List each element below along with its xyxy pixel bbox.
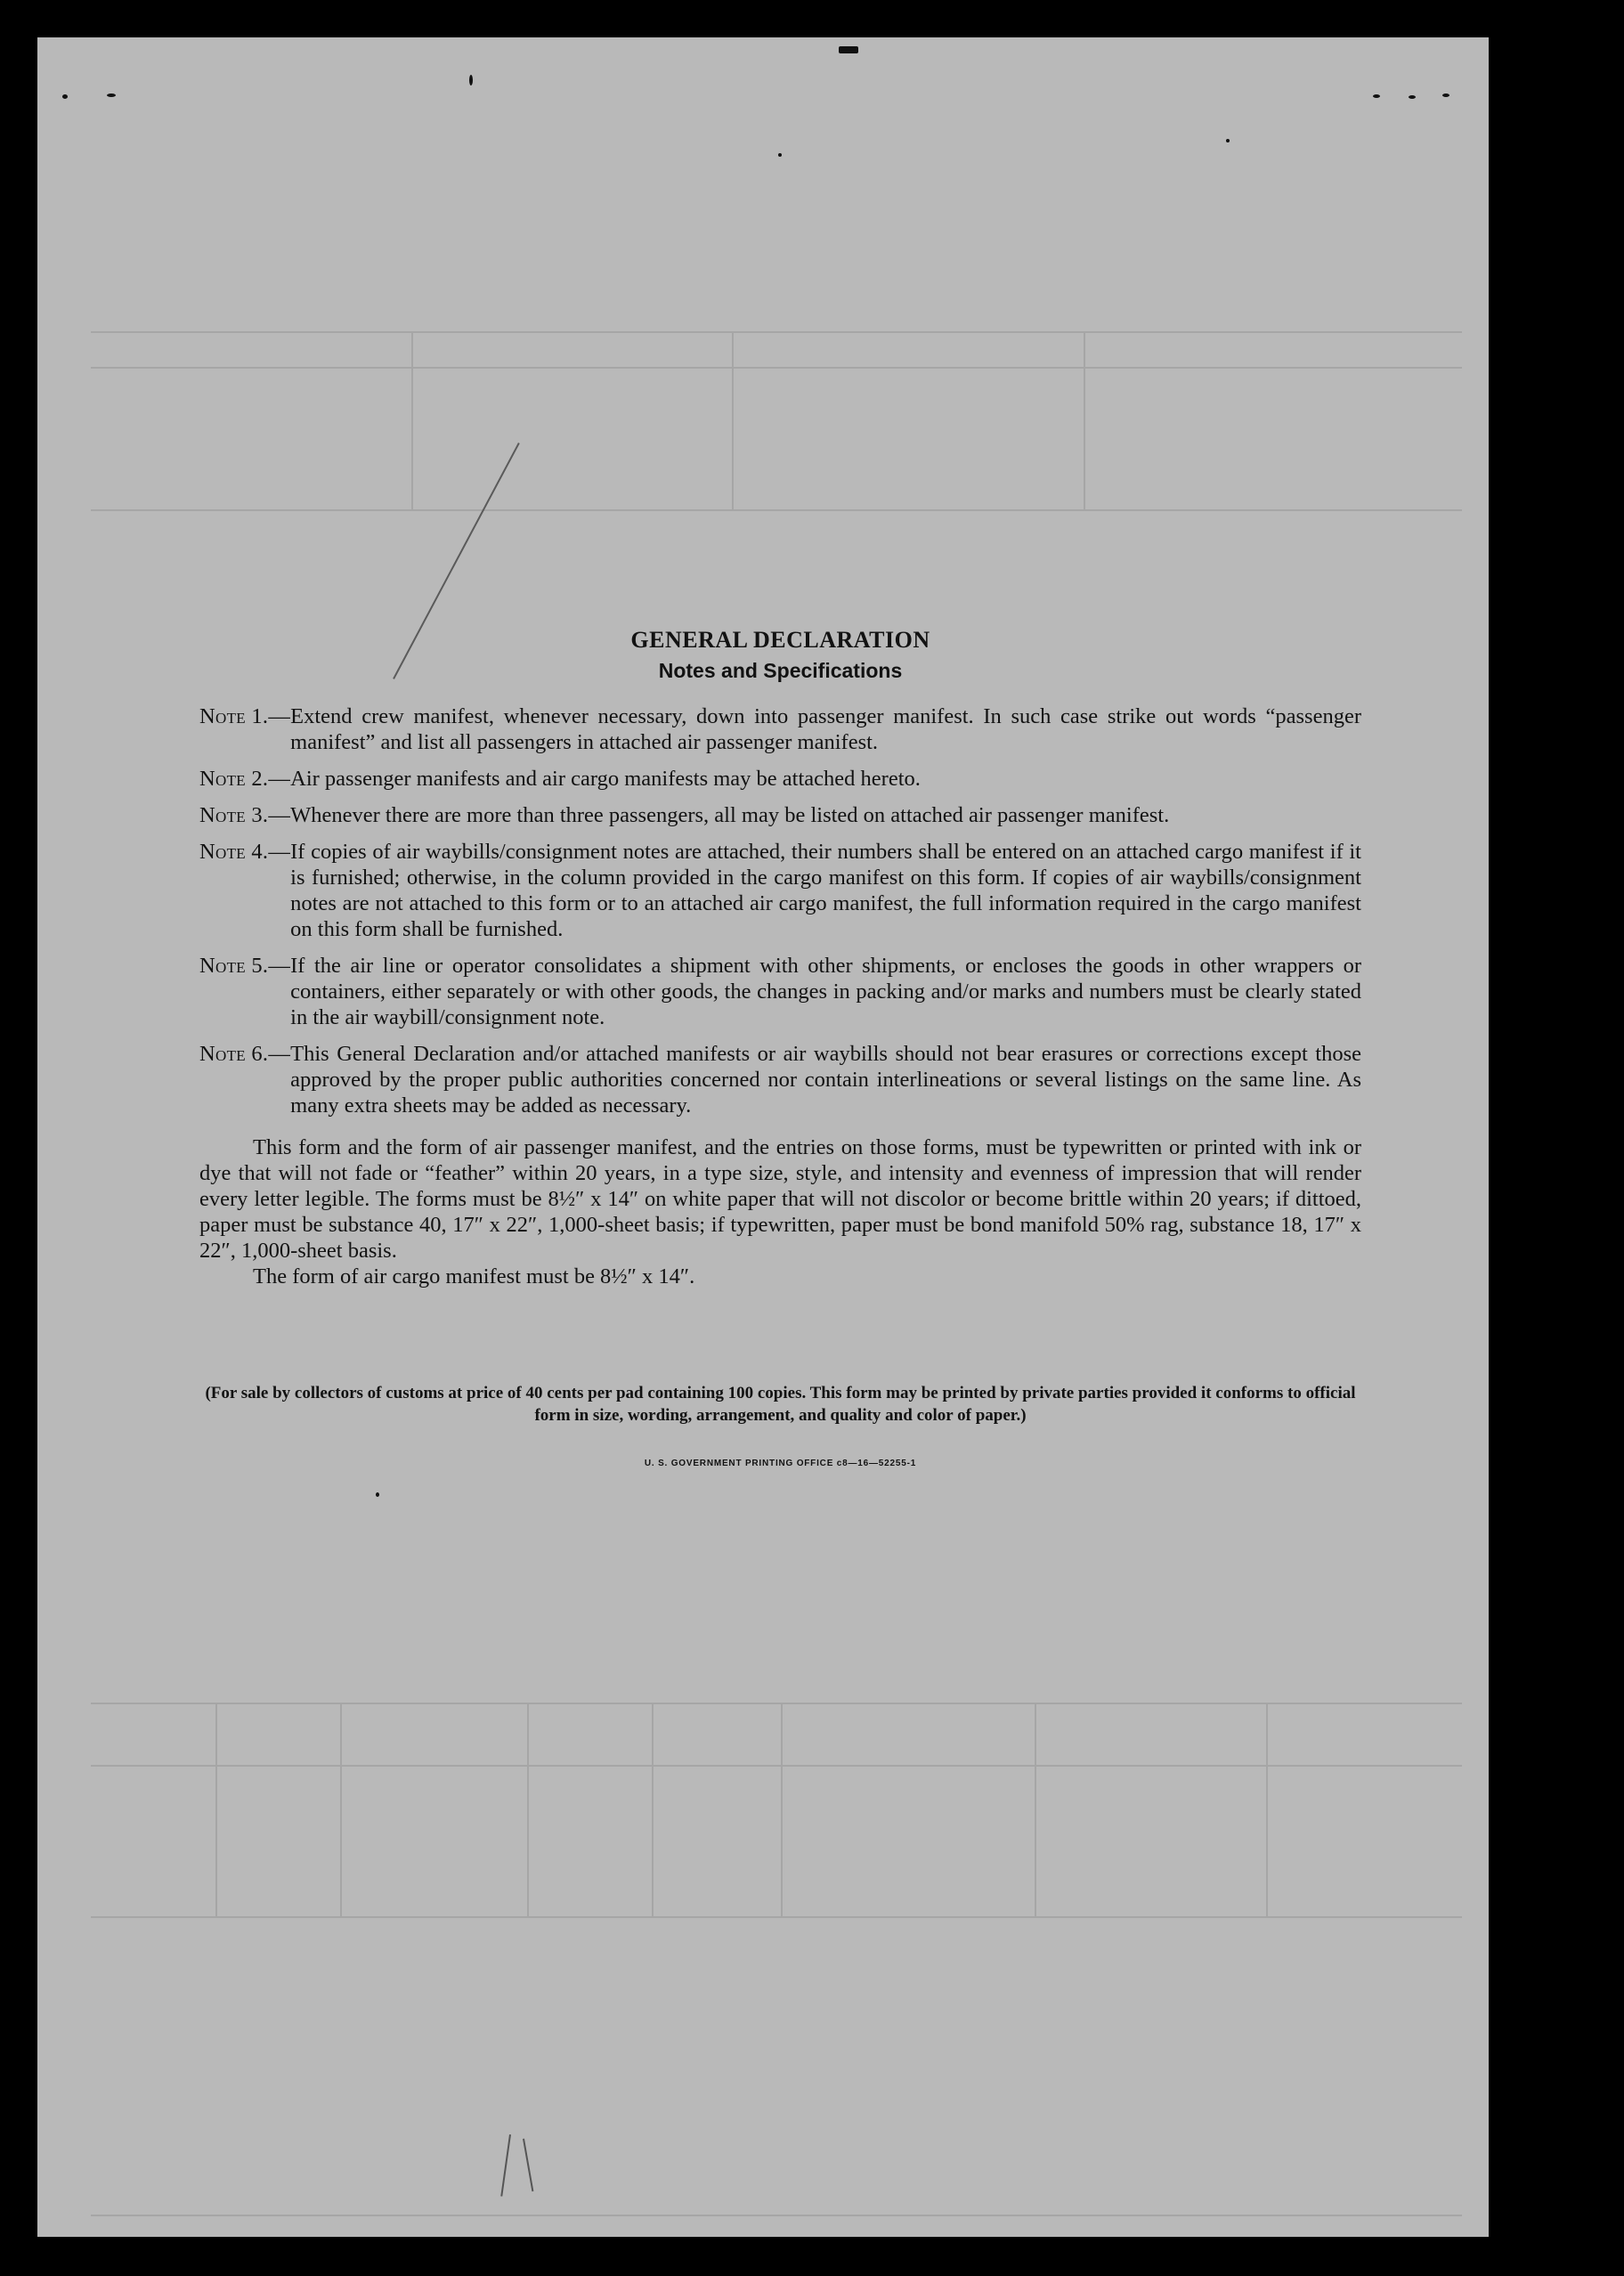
note-label: Note 4.— (199, 840, 291, 864)
note-text: This General Declaration and/or attached manifests or air waybills should not bear erasures or corrections except those approved by the proper public authorities concerned nor contain interlineations or several listings on the same line. As many extra sheets may be added as necessary. (290, 1042, 1361, 1118)
note-item (199, 953, 1361, 1030)
note-label: Note 3.— (199, 803, 291, 827)
document-title: GENERAL DECLARATION (630, 627, 930, 653)
bleed-through-rule (411, 331, 413, 509)
declaration-notes (199, 625, 1361, 1468)
pencil-stroke (523, 2139, 533, 2191)
note-item (199, 1041, 1361, 1118)
bleed-through-rule (1084, 331, 1085, 509)
bleed-through-rule (340, 1703, 342, 1916)
note-item (199, 703, 1361, 755)
ink-speck (107, 93, 116, 97)
ink-speck (839, 46, 858, 53)
ink-speck (1373, 94, 1380, 98)
bleed-through-rule (652, 1703, 654, 1916)
bleed-through-rule (527, 1703, 529, 1916)
bleed-through-rule (91, 1916, 1462, 1918)
ink-speck (62, 94, 68, 99)
bleed-through-rule (732, 331, 734, 509)
note-item (199, 802, 1361, 828)
document-page (37, 37, 1489, 2237)
printer-imprint: U. S. GOVERNMENT PRINTING OFFICE c8—16—52255-1 (644, 1459, 917, 1468)
bleed-through-rule (91, 331, 1462, 333)
bleed-through-rule (1035, 1703, 1036, 1916)
note-label: Note 2.— (199, 767, 291, 791)
note-text: Extend crew manifest, whenever necessary, down into passenger manifest. In such case strike out words “passenger manifest” and list all passengers in attached air passenger manifest. (290, 704, 1361, 754)
ink-speck (1226, 139, 1230, 142)
ink-speck (376, 1492, 379, 1497)
bleed-through-rule (1266, 1703, 1268, 1916)
note-item (199, 839, 1361, 942)
cargo-manifest-size-paragraph: The form of air cargo manifest must be 8½″ x 14″. (253, 1264, 695, 1288)
note-text: Whenever there are more than three passengers, all may be listed on attached air passenger manifest. (290, 803, 1170, 827)
bleed-through-rule (91, 1765, 1462, 1767)
ink-speck (1409, 95, 1416, 99)
bleed-through-rule (781, 1703, 783, 1916)
ink-speck (1442, 93, 1449, 97)
note-text: If the air line or operator consolidates a shipment with other shipments, or encloses the goods in other wrappers or containers, either separately or with other goods, the changes in packing and/or marks and numbers must be clearly stated in the air waybill/consignment note. (290, 954, 1361, 1029)
bleed-through-rule (91, 2215, 1462, 2216)
note-label: Note 6.— (199, 1042, 291, 1066)
bleed-through-rule (91, 509, 1462, 511)
note-label: Note 1.— (199, 704, 291, 728)
note-item (199, 766, 1361, 792)
pencil-stroke (500, 2134, 511, 2197)
sale-note: (For sale by collectors of customs at price of 40 cents per pad containing 100 copies. This form may be printed by private parties provided it conforms to official form in size, wording, arrangement, and quality and color of paper.) (205, 1384, 1356, 1425)
form-specification-paragraph: This form and the form of air passenger manifest, and the entries on those forms, must be typewritten or printed with ink or dye that will not fade or “feather” within 20 years, in a type size, style, and intensity and evenness of impression that will render every letter legible. The forms must be 8½″ x 14″ on white paper that will not discolor or become brittle within 20 years; if dittoed, paper must be substance 40, 17″ x 22″, 1,000-sheet basis; if typewritten, paper must be bond manifold 50% rag, substance 18, 17″ x 22″, 1,000-sheet basis. (199, 1135, 1361, 1263)
document-subtitle: Notes and Specifications (658, 659, 903, 682)
note-text: Air passenger manifests and air cargo manifests may be attached hereto. (290, 767, 921, 791)
ink-speck (778, 153, 782, 157)
note-label: Note 5.— (199, 954, 291, 978)
bleed-through-rule (91, 1703, 1462, 1704)
note-text: If copies of air waybills/consignment notes are attached, their numbers shall be entered on an attached cargo manifest if it is furnished; otherwise, in the column provided in the cargo manifest on this form. If copies of air waybills/consignment notes are not attached to this form or to an attached air cargo manifest, the full information required in the cargo manifest on this form shall be furnished. (290, 840, 1361, 941)
bleed-through-rule (91, 367, 1462, 369)
ink-speck (469, 75, 473, 85)
bleed-through-rule (215, 1703, 217, 1916)
